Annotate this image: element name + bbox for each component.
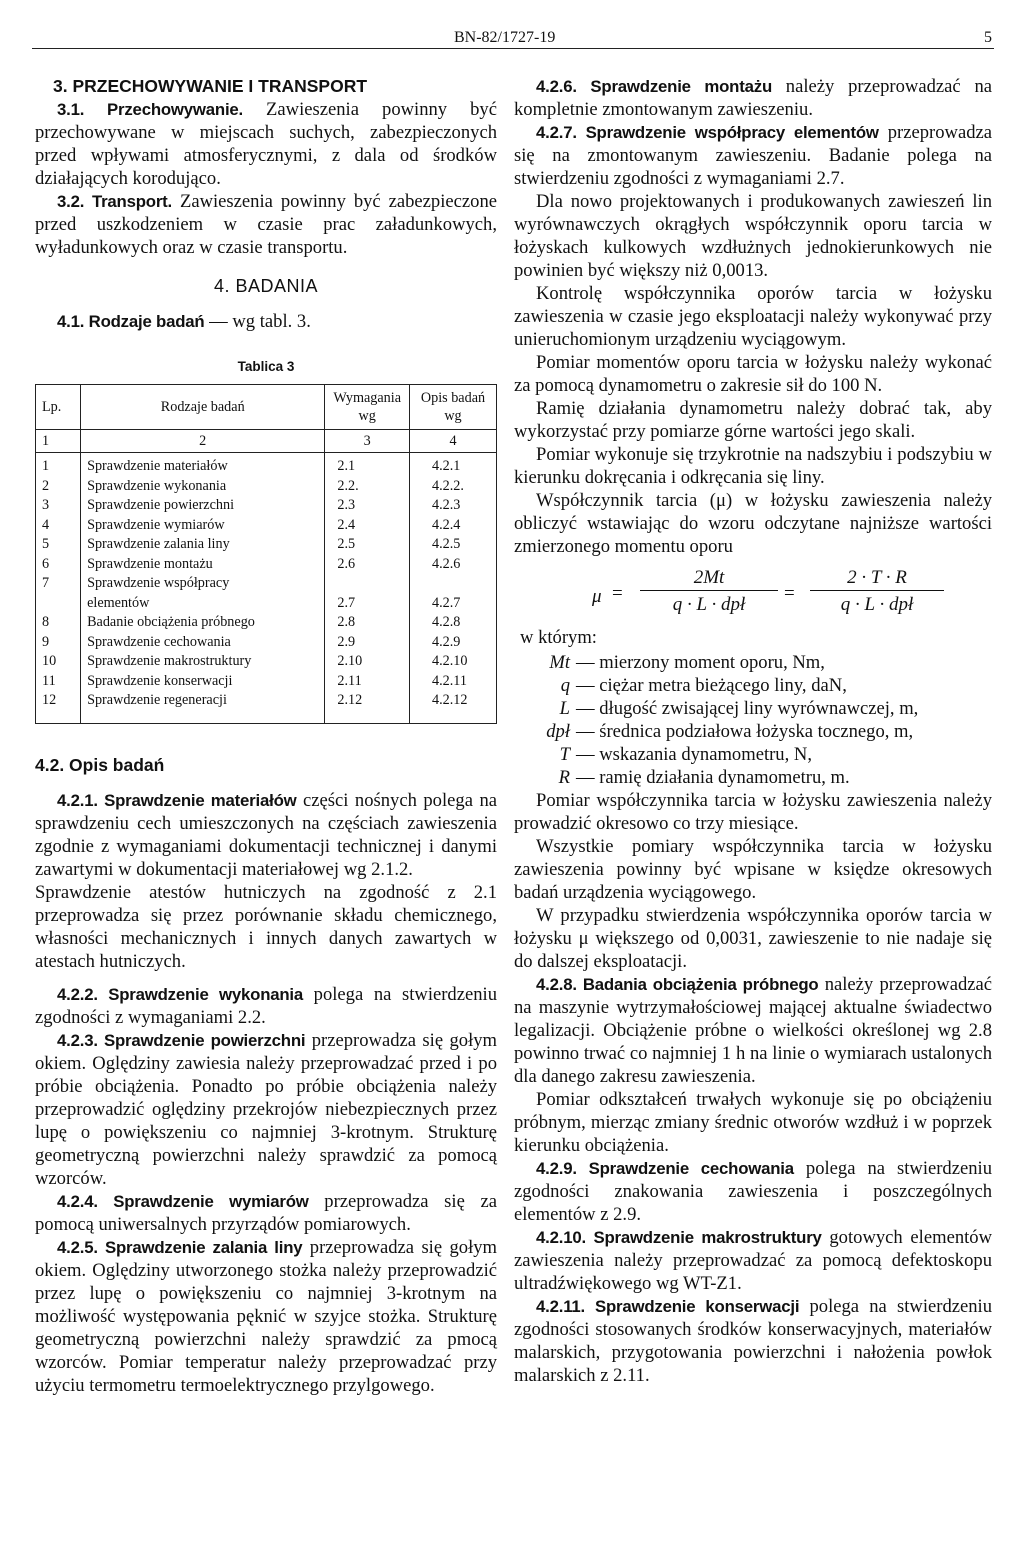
section-4-title: 4. BADANIA — [213, 276, 319, 296]
cell-opis: 4.2.4 — [409, 516, 496, 536]
cell-lp: 3 — [36, 496, 81, 516]
paragraph-4-2-1-lead: 4.2.1. Sprawdzenie materiałów — [57, 790, 297, 810]
table-row — [36, 453, 497, 477]
definition-symbol: dpł — [546, 721, 570, 742]
paragraph-4-2-3-lead: 4.2.3. Sprawdzenie powierzchni — [57, 1030, 306, 1050]
paragraph-4-2-8-b: Pomiar odkształceń trwałych wykonuje się po obciążeniu próbnym, mierząc zmiany średnic otworów wzdłuż i w poprzek kierunku obciążenia. — [514, 1089, 992, 1156]
cell-name-text: Sprawdzenie zalania liny — [87, 536, 230, 552]
paragraph-3-2-lead: 3.2. Transport. — [57, 192, 173, 211]
cell-wymagania: 2.3 — [325, 496, 410, 516]
formula-numerator-2: 2 · T · R — [810, 566, 944, 591]
paragraph-4-2-7-lead: 4.2.7. Sprawdzenie współpracy elementów — [536, 123, 879, 142]
cell-wymagania: 2.6 — [325, 555, 410, 575]
definition-text: — wskazania dynamometru, N, — [576, 744, 812, 765]
cell-name — [81, 691, 325, 723]
section-3-title: 3. PRZECHOWYWANIE I TRANSPORT — [53, 76, 368, 96]
cell-opis — [409, 574, 496, 613]
cell-name-text: Sprawdzenie konserwacji — [87, 672, 233, 689]
cell-opis: 4.2.3 — [409, 496, 496, 516]
page-header — [32, 26, 994, 49]
paragraph-4-2-8-text: należy przeprowadzać na maszynie wytrzymałościowej mającej aktualne świadectwo legalizacji. Obciążenie próbne o wielkości określonej wg 2.8 powinno trwać co najmniej 1 h na linie o wymiarach ustalonych dla danego zakresu zawieszenia. — [514, 974, 992, 1087]
table-row — [36, 672, 497, 692]
definition-row — [514, 720, 992, 743]
table-row — [36, 633, 497, 653]
cell-name — [81, 535, 325, 555]
table-caption: Tablica 3 — [237, 359, 295, 374]
cell-opis: 4.2.8 — [409, 613, 496, 633]
cell-name — [81, 516, 325, 536]
cell-lp: 9 — [36, 633, 81, 653]
cell-lp: 12 — [36, 691, 81, 723]
cell-wymagania: 2.11 — [325, 672, 410, 692]
cell-wymagania: 2.10 — [325, 652, 410, 672]
paragraph-4-2-4-lead: 4.2.4. Sprawdzenie wymiarów — [57, 1191, 309, 1211]
paragraph-4-2-8 — [514, 973, 992, 1088]
definition-row — [514, 743, 992, 766]
paragraph-3-1-lead: 3.1. Przechowywanie. — [57, 100, 244, 119]
paragraph-3-2-text: Zawieszenia powinny być zabezpieczone przed uszkodzeniem w czasie prac załadunkowych, wyładunkowych oraz w czasie transportu. — [35, 191, 497, 258]
paragraph-4-2-7 — [514, 121, 992, 190]
table-row — [36, 535, 497, 555]
table-row — [36, 691, 497, 723]
header-wymagania — [325, 385, 410, 430]
header-name — [81, 385, 325, 430]
paragraph-4-2-7-b: Dla nowo projektowanych i produkowanych zawieszeń lin wyrównawczych okrągłych współczynnik oporu tarcia w łożyskach kulkowych wzdłużnych jednokierunkowych nie powinien być większy niż 0,0013. — [514, 191, 992, 281]
paragraph-4-2-11-text: polega na stwierdzeniu zgodności stosowanych środków konserwacyjnych, materiałów malarskich, przygotowania powierzchni i nałożenia powłok malarskich z 2.11. — [514, 1296, 993, 1386]
formula-mu-symbol: μ — [592, 586, 602, 607]
table-header-row — [36, 385, 497, 430]
cell-name-text: Sprawdzenie makrostruktury — [87, 653, 252, 669]
formula-fraction-1 — [640, 566, 778, 616]
paragraph-4-2-7-g: Współczynnik tarcia (μ) w łożysku zawieszenia należy obliczyć wstawiając do wzoru odczytane najniższe wartości zmierzonego momentu oporu — [514, 490, 992, 557]
paragraph-4-2-1-b: Sprawdzenie atestów hutniczych na zgodność z 2.1 przeprowadza się przez porównanie składu chemicznego, własności mechanicznych i innych danych zawartych w atestach hutniczych. — [35, 881, 497, 972]
left-column — [35, 75, 497, 1397]
cell-name-text: Sprawdzenie wykonania — [87, 477, 227, 494]
definition-row — [514, 697, 992, 720]
paragraph-4-2-3 — [35, 1029, 497, 1190]
paragraph-4-2-7-d: Pomiar momentów oporu tarcia w łożysku należy wykonać za pomocą dynamometru o zakresie sił do 100 N. — [514, 352, 992, 396]
cell-wymagania: 2.4 — [325, 516, 410, 536]
cell-name-text: Sprawdzenie wymiarów — [87, 516, 225, 533]
cell-opis-text: 4.2.7 — [431, 594, 461, 611]
cell-wymagania: 2.9 — [325, 633, 410, 653]
cell-wymagania: 2.1 — [325, 453, 410, 477]
colnum-4: 4 — [409, 430, 496, 453]
cell-name — [81, 555, 325, 575]
cell-lp: 6 — [36, 555, 81, 575]
paragraph-4-2-10-lead: 4.2.10. Sprawdzenie makrostruktury — [536, 1228, 822, 1247]
cell-wymagania-text: 2.7 — [337, 594, 356, 611]
page-number: 5 — [984, 29, 992, 46]
formula-denominator-1: q · L · dpł — [672, 594, 746, 615]
document-number: BN-82/1727-19 — [454, 29, 556, 46]
cell-lp: 4 — [36, 516, 81, 536]
cell-lp: 7 — [36, 574, 81, 613]
cell-name-text: Sprawdzenie montażu — [87, 555, 213, 572]
cell-opis: 4.2.12 — [409, 691, 496, 723]
header-wymagania-wg: wg — [358, 408, 376, 424]
paragraph-4-2-11 — [514, 1295, 992, 1387]
header-opis-wg: wg — [444, 408, 462, 424]
header-wymagania-text: Wymagania — [333, 390, 402, 406]
paragraph-4-2-2-text: polega na stwierdzeniu zgodności z wymaganiami 2.2. — [35, 983, 497, 1028]
paragraph-4-2-7-j: W przypadku stwierdzenia współczynnika oporów tarcia w łożysku μ większego od 0,0031, zawieszenie to nie nadaje się do dalszej eksploatacji. — [514, 905, 992, 972]
cell-opis: 4.2.11 — [409, 672, 496, 692]
table-3 — [35, 384, 497, 724]
cell-lp: 2 — [36, 477, 81, 497]
paragraph-4-2-6-text: należy przeprowadzać na kompletnie zmontowanym zawieszeniu. — [514, 76, 992, 120]
paragraph-4-2-7-e: Ramię działania dynamometru należy dobrać tak, aby wykorzystać przy pomiarze górne wartości jego skali. — [514, 398, 992, 442]
paragraph-4-2-5-lead: 4.2.5. Sprawdzenie zalania liny — [57, 1237, 303, 1257]
paragraph-4-2-7-i: Wszystkie pomiary współczynnika tarcia w łożysku zawieszenia powinny być wpisane w księdze okresowych badań urządzenia wyciągowego. — [514, 836, 992, 903]
formula-denominator-2: q · L · dpł — [840, 594, 914, 615]
cell-opis: 4.2.1 — [409, 453, 496, 477]
table-row — [36, 652, 497, 672]
paragraph-3-2 — [35, 190, 497, 259]
cell-name — [81, 496, 325, 516]
right-column — [514, 75, 992, 1387]
paragraph-4-2-4 — [35, 1190, 497, 1236]
cell-lp: 5 — [36, 535, 81, 555]
header-opis — [409, 385, 496, 430]
formula-numerator-1: 2Mt — [640, 566, 778, 591]
cell-lp: 1 — [36, 453, 81, 477]
paragraph-4-2-10 — [514, 1226, 992, 1295]
definition-text: — średnica podziałowa łożyska tocznego, m, — [576, 721, 914, 742]
cell-opis: 4.2.9 — [409, 633, 496, 653]
paragraph-4-2-8-lead: 4.2.8. Badania obciążenia próbnego — [536, 975, 819, 994]
table-body — [36, 453, 497, 724]
formula-equals-2: = — [784, 583, 795, 604]
cell-opis: 4.2.5 — [409, 535, 496, 555]
cell-wymagania — [325, 574, 410, 613]
definition-symbol: q — [560, 675, 570, 696]
formula-equals-1: = — [612, 583, 623, 604]
cell-name — [81, 672, 325, 692]
cell-wymagania: 2.12 — [325, 691, 410, 723]
header-lp — [36, 385, 81, 430]
paragraph-4-2-7-text: przeprowadza się na zmontowanym zawieszeniu. Badanie polega na stwierdzeniu zgodności z wymaganiami 2.7. — [514, 122, 992, 189]
paragraph-4-2-6 — [514, 75, 992, 121]
table-row — [36, 496, 497, 516]
definition-row — [514, 674, 992, 697]
cell-name — [81, 453, 325, 477]
definition-symbol: R — [558, 767, 570, 788]
paragraph-4-2-6-lead: 4.2.6. Sprawdzenie montażu — [536, 77, 772, 96]
paragraph-4-2-4-text: przeprowadza się za pomocą uniwersalnych przyrządów pomiarowych. — [35, 1190, 497, 1235]
table-row — [36, 477, 497, 497]
paragraph-4-1-text: — wg tabl. 3. — [204, 311, 311, 332]
table-column-numbers — [36, 430, 497, 453]
paragraph-4-2-7-c: Kontrolę współczynnika oporów tarcia w łożysku zawieszenia w czasie jego eksploatacji należy wykonywać przy unieruchomionym urządzeniu wyciągowym. — [514, 283, 992, 350]
cell-name — [81, 574, 325, 613]
cell-lp: 8 — [36, 613, 81, 633]
paragraph-4-2-9 — [514, 1157, 992, 1226]
header-lp-text: Lp. — [42, 399, 62, 415]
paragraph-4-2-2-lead: 4.2.2. Sprawdzenie wykonania — [57, 984, 304, 1004]
cell-name-text: Sprawdzenie regeneracji — [87, 692, 227, 708]
cell-wymagania: 2.2. — [325, 477, 410, 497]
paragraph-4-2-1 — [35, 789, 497, 881]
cell-opis: 4.2.2. — [409, 477, 496, 497]
cell-name-text: Sprawdzenie współpracy — [87, 575, 230, 591]
cell-name — [81, 633, 325, 653]
paragraph-4-2-11-lead: 4.2.11. Sprawdzenie konserwacji — [536, 1297, 800, 1316]
paragraph-4-2-9-lead: 4.2.9. Sprawdzenie cechowania — [536, 1159, 794, 1178]
cell-name-text: Sprawdzenie materiałów — [87, 458, 228, 474]
definition-symbol: L — [559, 698, 570, 719]
paragraph-4-2-5-text: przeprowadza się gołym okiem. Oględziny utworzonego stożka należy przeprowadzić przez lupę o powiększeniu co najmniej 3-krotnym na możliwość występowania pęknić w szyjce stożka. Strukturę geometryczną powierzchni należy sprawdzić za pmocą wzorców. Pomiar temperatur należy przeprowadzać przy użyciu termometru termoelektrycznego przylgowego. — [35, 1236, 497, 1396]
cell-name — [81, 613, 325, 633]
symbol-definitions — [514, 651, 992, 789]
definition-row — [514, 651, 992, 674]
definition-text: — ciężar metra bieżącego liny, daN, — [576, 675, 847, 696]
friction-formula — [514, 566, 992, 624]
table-row — [36, 574, 497, 613]
section-4-2-title: 4.2. Opis badań — [35, 754, 165, 775]
paragraph-4-1-lead: 4.1. Rodzaje badań — [57, 312, 205, 331]
paragraph-4-1 — [35, 310, 497, 333]
cell-name — [81, 652, 325, 672]
cell-name-text: Badanie obciążenia próbnego — [87, 614, 255, 630]
paragraph-4-2-2 — [35, 983, 497, 1029]
definition-text: — ramię działania dynamometru, m. — [576, 767, 850, 788]
cell-lp: 11 — [36, 672, 81, 692]
definition-row — [514, 766, 992, 789]
definition-symbol: Mt — [549, 652, 570, 673]
cell-name-text-continued: elementów — [87, 594, 150, 611]
paragraph-4-2-5 — [35, 1236, 497, 1397]
cell-opis: 4.2.6 — [409, 555, 496, 575]
definition-text: — długość zwisającej liny wyrównawczej, m, — [576, 698, 919, 719]
definition-symbol: T — [559, 744, 570, 765]
paragraph-4-2-3-text: przeprowadza się gołym okiem. Oględziny zawiesia należy przeprowadzać przed i po próbie obciążenia. Ponadto po próbie obciążenia należy przeprowadzić oględziny przekrojów niebezpiecznych przez lupę o powiększeniu co najmniej 3-krotnym. Strukturę geometryczną powierzchni należy sprawdzić za pomocą wzorców. — [35, 1029, 497, 1189]
cell-name-text: Sprawdzenie cechowania — [87, 633, 231, 650]
cell-name-text: Sprawdzenie powierzchni — [87, 497, 235, 513]
cell-wymagania: 2.5 — [325, 535, 410, 555]
colnum-3: 3 — [325, 430, 410, 453]
paragraph-4-2-10-text: gotowych elementów zawieszenia należy przeprowadzać za pomocą defektoskopu ultradźwiękowego wg WT-Z1. — [514, 1227, 993, 1294]
paragraph-4-2-7-f: Pomiar wykonuje się trzykrotnie na nadszybiu i podszybiu w kierunku dokręcania i odkręcania się liny. — [514, 444, 992, 488]
paragraph-4-2-1-text: części nośnych polega na sprawdzeniu cech umieszczonych na częściach zawieszenia zgodnie z wymaganiami dokumentacji technicznej i danymi zawartymi w dokumentacji materiałowej wg 2.1.2. — [35, 789, 498, 880]
definition-text: — mierzony moment oporu, Nm, — [576, 652, 825, 673]
cell-lp: 10 — [36, 652, 81, 672]
where-label: w którym: — [520, 627, 597, 648]
cell-name — [81, 477, 325, 497]
cell-wymagania: 2.8 — [325, 613, 410, 633]
paragraph-4-2-7-h: Pomiar współczynnika tarcia w łożysku zawieszenia należy prowadzić okresowo co trzy miesiące. — [514, 790, 992, 834]
paragraph-3-1 — [35, 98, 497, 190]
formula-fraction-2 — [810, 566, 944, 616]
table-row — [36, 555, 497, 575]
table-row — [36, 516, 497, 536]
header-opis-text: Opis badań — [420, 390, 486, 406]
table-row — [36, 613, 497, 633]
header-name-text: Rodzaje badań — [160, 399, 245, 415]
paragraph-3-1-text: Zawieszenia powinny być przechowywane w miejscach suchych, zabezpieczonych przed wpływami atmosferycznymi, z dala od środków działających korodująco. — [35, 99, 497, 189]
formula-mu — [592, 585, 602, 608]
cell-opis: 4.2.10 — [409, 652, 496, 672]
colnum-1: 1 — [36, 430, 81, 453]
paragraph-4-2-9-text: polega na stwierdzeniu zgodności znakowania zawieszenia i poszczególnych elementów z 2.9. — [514, 1158, 992, 1225]
colnum-2: 2 — [81, 430, 325, 453]
